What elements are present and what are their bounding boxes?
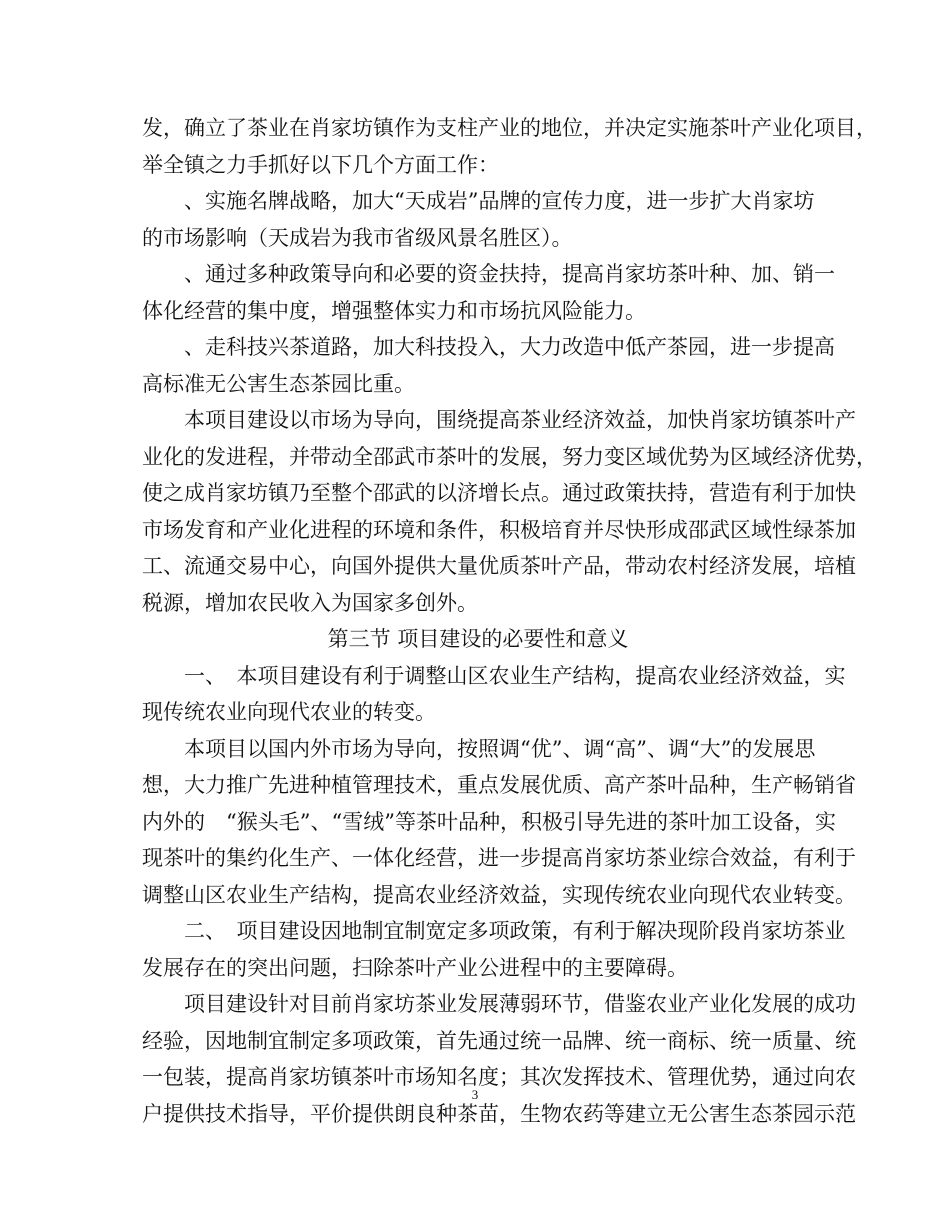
text-line: 户提供技术指导，平价提供朗良种茶苗，生物农药等建立无公害生态茶园示范: [142, 1101, 856, 1126]
text-line: 、实施名牌战略，加大“天成岩”品牌的宣传力度，进一步扩大肖家坊: [142, 189, 815, 213]
text-line: 的市场影响（天成岩为我市省级风景名胜区）。: [142, 225, 573, 250]
text-line: 业化的发进程，并带动全邵武市茶叶的发展，努力变区域优势为区域经济优势，: [142, 444, 877, 469]
text-line: 税源，增加农民收入为国家多创外。: [142, 590, 478, 615]
text-line: 项目建设针对目前肖家坊茶业发展薄弱环节，借鉴农业产业化发展的成功: [142, 992, 856, 1016]
text-line: 、走科技兴茶道路，加大科技投入，大力改造中低产茶园，进一步提高: [142, 335, 835, 359]
text-line: 工、流通交易中心，向国外提供大量优质茶叶产品，带动农村经济发展，培植: [142, 554, 856, 578]
text-line: 本项目建设以市场为导向，围绕提高茶业经济效益，加快肖家坊镇茶叶产: [142, 408, 856, 432]
text-line: 调整山区农业生产结构，提高农业经济效益，实现传统农业向现代农业转变。: [142, 882, 856, 907]
text-line: 内外的 “猴头毛”、“雪绒”等茶叶品种，积极引导先进的茶叶加工设备，实: [142, 809, 836, 834]
text-line: 想，大力推广先进种植管理技术，重点发展优质、高产茶叶品种，生产畅销省: [142, 773, 856, 797]
text-line: 举全镇之力手抓好以下几个方面工作：: [142, 152, 499, 177]
text-line: 市场发育和产业化进程的环境和条件，积极培育并尽快形成邵武区域性绿茶加: [142, 517, 856, 542]
text-line: 本项目以国内外市场为导向，按照调“优”、调“高”、调“大”的发展思: [142, 736, 816, 761]
text-line: 体化经营的集中度，增强整体实力和市场抗风险能力。: [142, 298, 646, 323]
text-line: 一包装，提高肖家坊镇茶叶市场知名度；其次发挥技术、管理优势，通过向农: [142, 1065, 856, 1089]
text-line: 现传统农业向现代农业的转变。: [142, 700, 436, 724]
text-line: 发展存在的突出问题，扫除茶叶产业公进程中的主要障碍。: [142, 955, 688, 980]
page-number: 3: [471, 1087, 479, 1102]
document-body: [142, 110, 877, 1132]
text-line: 高标准无公害生态茶园比重。: [142, 371, 415, 396]
text-line: 发，确立了茶业在肖家坊镇作为支柱产业的地位，并决定实施茶叶产业化项目，: [142, 116, 877, 140]
section-heading: 第三节 项目建设的必要性和意义: [327, 627, 629, 651]
text-line: 、通过多种政策导向和必要的资金扶持，提高肖家坊茶叶种、加、销一: [142, 262, 835, 286]
text-line: 现茶叶的集约化生产、一体化经营，进一步提高肖家坊茶业综合效益，有利于: [142, 846, 856, 870]
text-line: 二、 项目建设因地制宜制宽定多项政策，有利于解决现阶段肖家坊茶业: [142, 919, 846, 943]
text-line: 一、 本项目建设有利于调整山区农业生产结构，提高农业经济效益，实: [142, 663, 846, 688]
text-line: 经验，因地制宜制定多项政策，首先通过统一品牌、统一商标、统一质量、统: [142, 1028, 856, 1053]
text-line: 使之成肖家坊镇乃至整个邵武的以济增长点。通过政策扶持，营造有利于加快: [142, 481, 856, 505]
